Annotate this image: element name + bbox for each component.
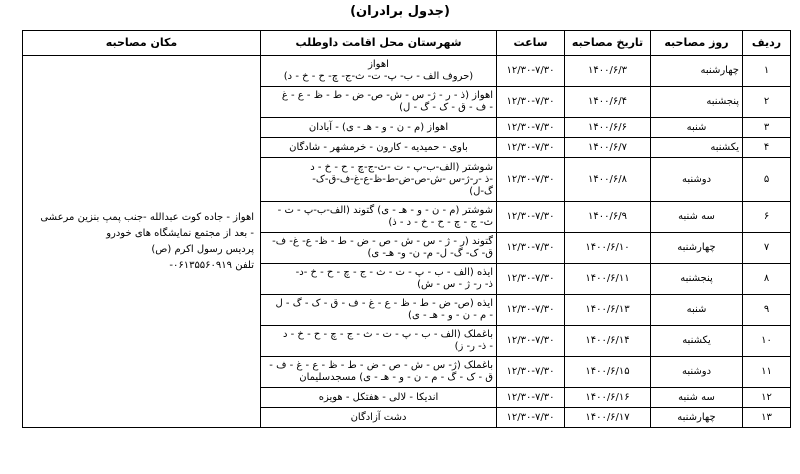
interview-time: ۱۲/۳۰-۷/۳۰ — [497, 295, 565, 326]
interview-day: یکشنبه — [651, 326, 743, 357]
city-line: - ذ- ر- ز) — [454, 341, 493, 352]
city-cell: دشت آزادگان — [261, 408, 497, 428]
interview-day: پنجشنبه — [651, 87, 743, 118]
interview-day: چهارشنبه — [651, 408, 743, 428]
location-line: اهواز - جاده کوت عبدالله -جنب پمپ بنزین مرعشی — [40, 211, 254, 223]
city-line: ایذه (ص- ض - ط - ظ - ع - غ - ف - ق - ک - گ - ل — [275, 298, 493, 309]
interview-time: ۱۲/۳۰-۷/۳۰ — [497, 56, 565, 87]
header-city: شهرستان محل اقامت داوطلب — [261, 31, 497, 56]
city-line: باغملک (ژ- س - ش - ص - ض - ط - ظ - ع - غ - ف - — [269, 360, 493, 371]
city-cell: اندیکا - لالی - هفتکل - هویزه — [261, 388, 497, 408]
city-cell: باوی - حمیدیه - کارون - خرمشهر - شادگان — [261, 138, 497, 158]
interview-day: شنبه — [651, 118, 743, 138]
row-number: ۵ — [743, 158, 791, 202]
interview-date: ۱۴۰۰/۶/۱۴ — [565, 326, 651, 357]
city-line: شوشتر (الف-ب-پ - ت -ث-ج-چ - ح - خ - د — [310, 161, 493, 173]
interview-time: ۱۲/۳۰-۷/۳۰ — [497, 233, 565, 264]
row-number: ۷ — [743, 233, 791, 264]
city-line: ث- ج - چ - ح - خ - د - ذ) — [388, 217, 493, 228]
interview-day: دوشنبه — [651, 158, 743, 202]
row-number: ۳ — [743, 118, 791, 138]
interview-time: ۱۲/۳۰-۷/۳۰ — [497, 202, 565, 233]
city-line: اهواز (ذ - ر - ژ- س - ش- ص- ض - ط - ظ - ع - غ — [281, 90, 493, 101]
interview-date: ۱۴۰۰/۶/۹ — [565, 202, 651, 233]
header-row — [23, 31, 791, 56]
location-line: پردیس رسول اکرم (ص) — [151, 243, 254, 255]
city-line: ذ- ر- ژ - س - ش) — [417, 279, 493, 290]
row-number: ۱۱ — [743, 357, 791, 388]
interview-time: ۱۲/۳۰-۷/۳۰ — [497, 87, 565, 118]
city-cell — [261, 202, 497, 233]
interview-date: ۱۴۰۰/۶/۱۵ — [565, 357, 651, 388]
interview-time: ۱۲/۳۰-۷/۳۰ — [497, 408, 565, 428]
row-number: ۱ — [743, 56, 791, 87]
interview-day: چهارشنبه — [651, 56, 743, 87]
interview-day: دوشنبه — [651, 357, 743, 388]
header-day: روز مصاحبه — [651, 31, 743, 56]
city-line: ق- ک- گ- ل- م- ن- و- هـ- ی) — [367, 248, 493, 259]
interview-day: چهارشنبه — [651, 233, 743, 264]
row-number: ۱۲ — [743, 388, 791, 408]
interview-day: سه شنبه — [651, 388, 743, 408]
interview-date: ۱۴۰۰/۶/۱۱ — [565, 264, 651, 295]
header-date: تاریخ مصاحبه — [565, 31, 651, 56]
header-place: مکان مصاحبه — [23, 31, 261, 56]
interview-time: ۱۲/۳۰-۷/۳۰ — [497, 326, 565, 357]
row-number: ۱۳ — [743, 408, 791, 428]
city-line: ق - ک - گ - م - ن - و - هـ - ی) مسجدسلیمان — [299, 372, 493, 383]
city-line: -ذ -ر-ژ-س -ش-ص-ض-ط-ظ-ع-غ-ف-ق-ک- — [312, 173, 493, 185]
interview-time: ۱۲/۳۰-۷/۳۰ — [497, 118, 565, 138]
city-cell — [261, 158, 497, 202]
city-line: اهواز — [368, 59, 389, 70]
table-title: (جدول برادران) — [350, 4, 450, 19]
header-row-number: ردیف — [743, 31, 791, 56]
interview-day: شنبه — [651, 295, 743, 326]
interview-location — [23, 56, 261, 428]
interview-date: ۱۴۰۰/۶/۶ — [565, 118, 651, 138]
interview-date: ۱۴۰۰/۶/۳ — [565, 56, 651, 87]
row-number: ۹ — [743, 295, 791, 326]
city-cell — [261, 326, 497, 357]
row-number: ۶ — [743, 202, 791, 233]
interview-date: ۱۴۰۰/۶/۷ — [565, 138, 651, 158]
location-phone: تلفن ۰۶۱۳۵۵۶۰۹۱۹- — [169, 259, 254, 271]
interview-time: ۱۲/۳۰-۷/۳۰ — [497, 158, 565, 202]
interview-time: ۱۲/۳۰-۷/۳۰ — [497, 357, 565, 388]
interview-day: یکشنبه — [651, 138, 743, 158]
city-line: باغملک (الف - ب - پ - ت - ث - ج - چ - ح - خ - د — [283, 329, 493, 340]
city-line: (حروف الف - ب- پ- ت- ث-ج- چ- ح - خ - د) — [283, 71, 474, 82]
location-line: - بعد از مجتمع نمایشگاه های خودرو — [106, 227, 254, 239]
city-line: گ-ل) — [469, 185, 493, 197]
interview-date: ۱۴۰۰/۶/۱۳ — [565, 295, 651, 326]
row-number: ۸ — [743, 264, 791, 295]
city-cell — [261, 87, 497, 118]
city-cell: اهواز (م - ن - و - هـ - ی) - آبادان — [261, 118, 497, 138]
interview-time: ۱۲/۳۰-۷/۳۰ — [497, 138, 565, 158]
schedule-table — [22, 30, 791, 428]
interview-time: ۱۲/۳۰-۷/۳۰ — [497, 264, 565, 295]
interview-date: ۱۴۰۰/۶/۴ — [565, 87, 651, 118]
city-line: گتوند (ر - ژ - س - ش - ص - ض - ط - ظ- ع- غ- ف- — [272, 236, 493, 247]
table-row — [23, 56, 791, 87]
header-time: ساعت — [497, 31, 565, 56]
city-line: شوشتر (م - ن - و - هـ - ی) گتوند (الف-ب-پ - ت - — [277, 205, 493, 216]
city-cell — [261, 295, 497, 326]
city-cell — [261, 56, 497, 87]
interview-day: پنجشنبه — [651, 264, 743, 295]
interview-date: ۱۴۰۰/۶/۱۷ — [565, 408, 651, 428]
interview-time: ۱۲/۳۰-۷/۳۰ — [497, 388, 565, 408]
city-cell — [261, 233, 497, 264]
city-cell — [261, 264, 497, 295]
city-line: ایذه (الف - ب - پ - ت - ث - ج - چ - ح - خ -د- — [295, 267, 493, 278]
city-cell — [261, 357, 497, 388]
city-line: - م - ن - و - هـ - ی) — [408, 310, 493, 321]
interview-day: سه شنبه — [651, 202, 743, 233]
row-number: ۱۰ — [743, 326, 791, 357]
interview-date: ۱۴۰۰/۶/۸ — [565, 158, 651, 202]
interview-date: ۱۴۰۰/۶/۱۶ — [565, 388, 651, 408]
interview-date: ۱۴۰۰/۶/۱۰ — [565, 233, 651, 264]
row-number: ۴ — [743, 138, 791, 158]
city-line: - ف - ق - ک - گ - ل) — [399, 102, 493, 113]
row-number: ۲ — [743, 87, 791, 118]
